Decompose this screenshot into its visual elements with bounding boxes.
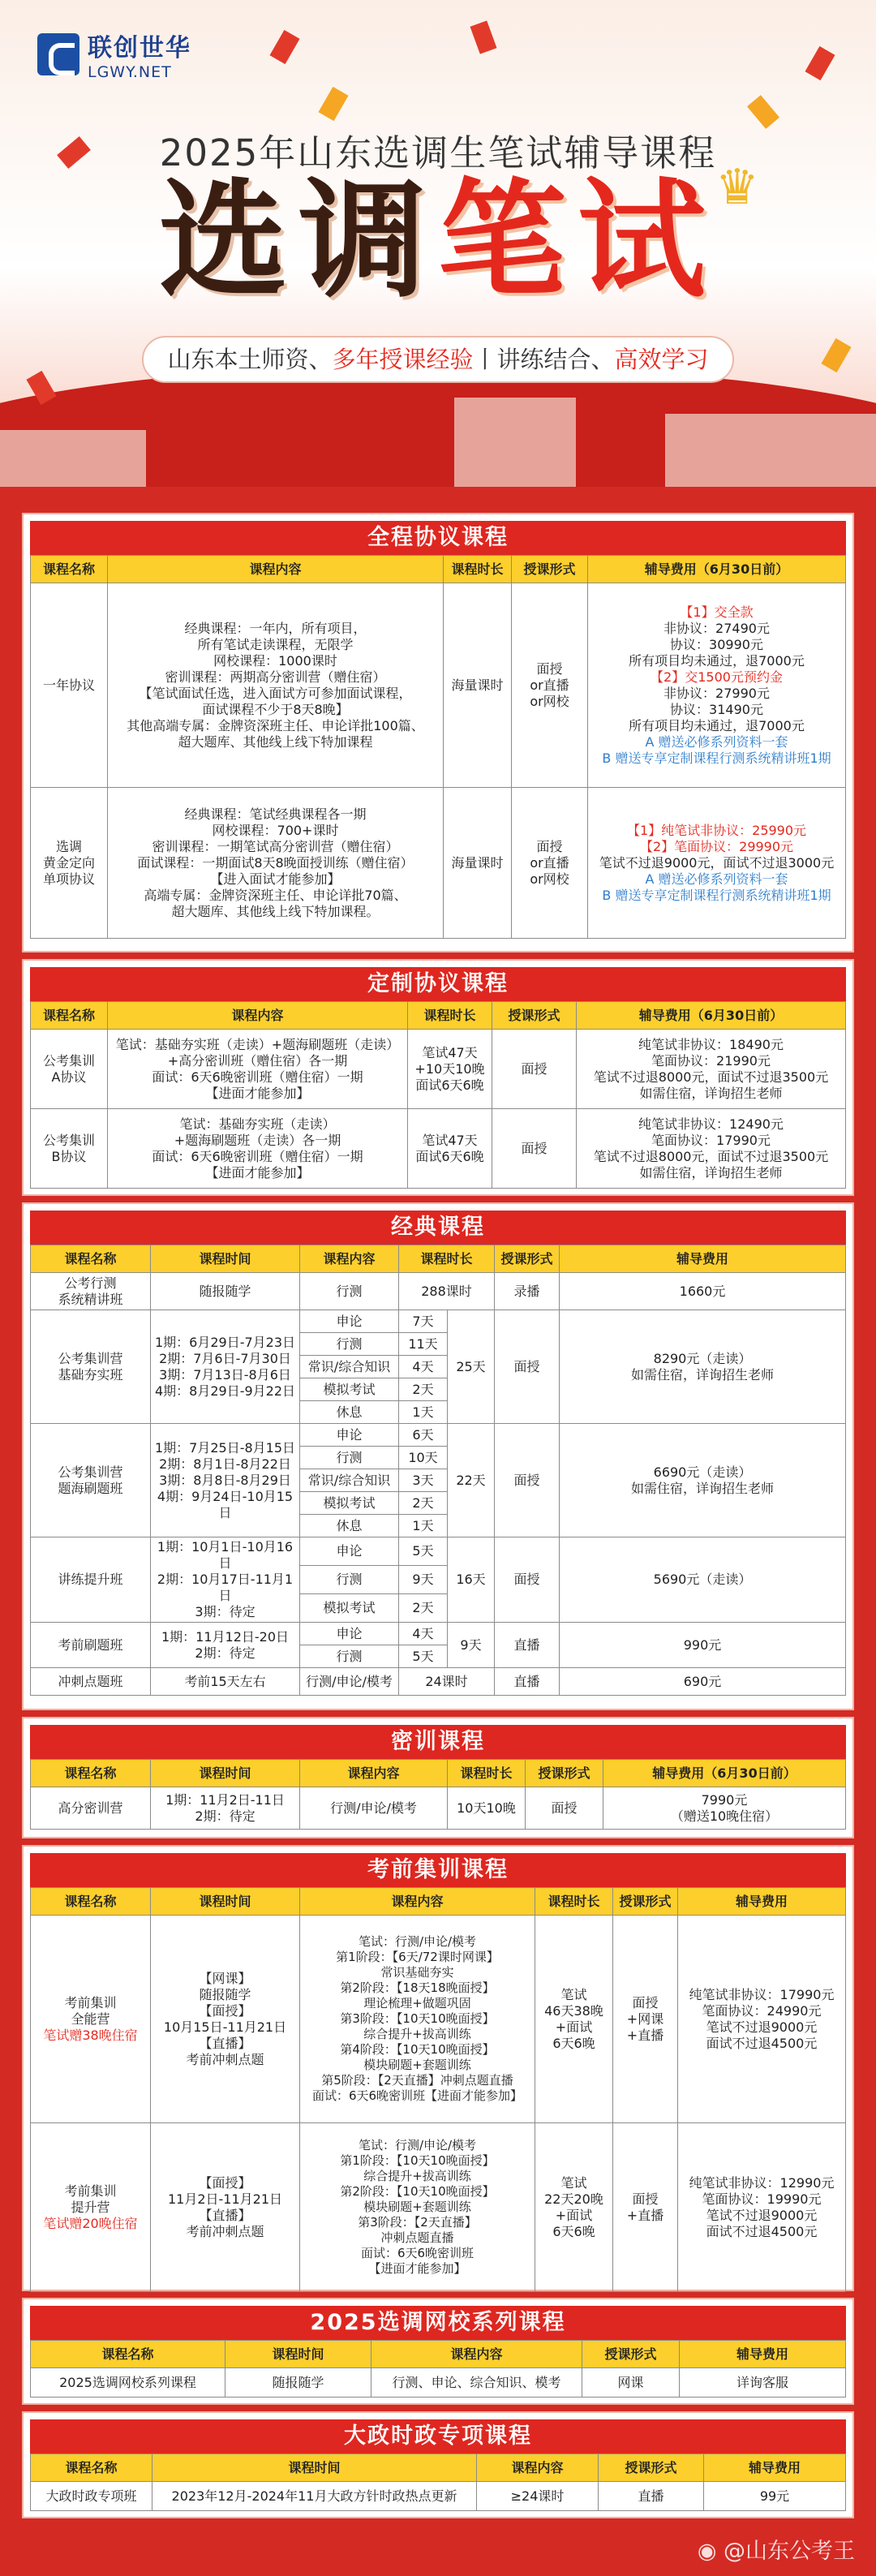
section-title: 定制协议课程 bbox=[30, 967, 846, 1001]
fee-line: B 赠送专享定制课程行测系统精讲班1期 bbox=[602, 750, 831, 766]
course-fee: 详询客服 bbox=[680, 2368, 846, 2398]
course-time: 2023年12月-2024年11月大政方针时政热点更新 bbox=[152, 2482, 477, 2511]
course-subject: 行测 bbox=[300, 1566, 399, 1594]
course-format: 面授 bbox=[495, 1424, 560, 1537]
content-line: 经典课程：一年内，所有项目， bbox=[184, 620, 367, 636]
column-header: 授课形式 bbox=[495, 1245, 560, 1273]
city-skyline bbox=[454, 398, 576, 487]
column-header: 课程名称 bbox=[31, 1760, 151, 1787]
section-title: 全程协议课程 bbox=[30, 521, 846, 555]
course-duration: 海量课时 bbox=[444, 583, 512, 788]
course-subject: 模拟考试 bbox=[300, 1594, 399, 1623]
course-fee: 6690元（走读） 如需住宿，详询招生老师 bbox=[560, 1424, 846, 1537]
course-table bbox=[30, 1887, 846, 2292]
column-header: 授课形式 bbox=[512, 556, 588, 583]
table-row bbox=[31, 1668, 846, 1696]
content-line: 其他高端专属：金牌资深班主任、申论详批100篇、 bbox=[127, 717, 424, 733]
table-header-row bbox=[31, 2454, 846, 2482]
course-name: 公考集训营 题海刷题班 bbox=[31, 1424, 151, 1537]
content-line: 密训课程：两期高分密训营（赠住宿） bbox=[165, 669, 386, 685]
subject-duration: 9天 bbox=[399, 1566, 448, 1594]
brand-name: 联创世华 bbox=[88, 34, 191, 62]
slogan-highlight: 多年授课经验 bbox=[332, 346, 474, 373]
column-header: 辅导费用（6月30日前） bbox=[603, 1760, 846, 1787]
course-time: 1期：7月25日-8月15日 2期：8月1日-8月22日 3期：8月8日-8月29日 4期：9月24日-10月15日 bbox=[151, 1424, 300, 1537]
course-name: 公考集训营 基础夯实班 bbox=[31, 1310, 151, 1424]
course-duration: 笔试47天 面试6天6晚 bbox=[408, 1109, 492, 1189]
column-header: 课程内容 bbox=[371, 2341, 582, 2368]
column-header: 授课形式 bbox=[599, 2454, 704, 2482]
course-format: 面授 +直播 bbox=[613, 2123, 678, 2292]
confetti-decoration bbox=[805, 46, 835, 80]
content-line: 网校课程：700+课时 bbox=[212, 822, 339, 838]
fee-line: 【1】纯笔试非协议：25990元 bbox=[626, 822, 807, 838]
course-subject: 申论 bbox=[300, 1310, 399, 1333]
course-format: 面授 bbox=[492, 1109, 577, 1189]
subject-duration: 1天 bbox=[399, 1401, 448, 1424]
fee-line: 非协议：27990元 bbox=[663, 685, 770, 701]
confetti-decoration bbox=[821, 338, 851, 372]
brand-logo bbox=[37, 28, 191, 81]
column-header: 课程时长 bbox=[535, 1888, 613, 1916]
column-header: 课程名称 bbox=[31, 1888, 151, 1916]
course-fee: 纯笔试非协议：12990元 笔面协议：19990元 笔试不过退9000元 面试不过退4500元 bbox=[678, 2123, 846, 2292]
slogan-banner bbox=[142, 336, 734, 383]
section-full-agreement bbox=[22, 513, 854, 953]
table-header-row bbox=[31, 1888, 846, 1916]
subject-duration: 6天 bbox=[399, 1424, 448, 1447]
column-header: 课程时间 bbox=[152, 2454, 477, 2482]
course-content: 行测/申论/模考 bbox=[300, 1787, 448, 1830]
course-name: 高分密训营 bbox=[31, 1787, 151, 1830]
column-header: 授课形式 bbox=[492, 1002, 577, 1030]
section-title: 经典课程 bbox=[30, 1211, 846, 1245]
course-duration: 海量课时 bbox=[444, 788, 512, 939]
fee-line: 非协议：27490元 bbox=[663, 620, 770, 636]
content-line: 面试课程：一期面试8天8晚面授训练（赠住宿） bbox=[137, 854, 414, 871]
course-content: ≥24课时 bbox=[477, 2482, 599, 2511]
course-duration: 9天 bbox=[448, 1623, 495, 1668]
table-header-row bbox=[31, 1002, 846, 1030]
course-duration: 22天 bbox=[448, 1424, 495, 1537]
fee-line: 协议：30990元 bbox=[670, 636, 763, 652]
course-group bbox=[31, 1310, 846, 1424]
subject-duration: 4天 bbox=[399, 1623, 448, 1645]
course-subject: 休息 bbox=[300, 1401, 399, 1424]
column-header: 课程时间 bbox=[151, 1888, 300, 1916]
content-line: 所有笔试走读课程，无限学 bbox=[197, 636, 354, 652]
column-header: 课程名称 bbox=[31, 556, 108, 583]
course-subject: 休息 bbox=[300, 1515, 399, 1537]
course-duration: 25天 bbox=[448, 1310, 495, 1424]
course-table bbox=[30, 1759, 846, 1830]
subject-duration: 11天 bbox=[399, 1333, 448, 1356]
section-politics-courses bbox=[22, 2411, 854, 2518]
course-subject: 模拟考试 bbox=[300, 1378, 399, 1401]
course-format: 网课 bbox=[582, 2368, 680, 2398]
course-duration: 10天10晚 bbox=[448, 1787, 526, 1830]
column-header: 课程内容 bbox=[477, 2454, 599, 2482]
section-pre-exam-training bbox=[22, 1845, 854, 2291]
course-name: 选调 黄金定向 单项协议 bbox=[31, 788, 108, 939]
course-content bbox=[108, 583, 444, 788]
course-table bbox=[30, 2453, 846, 2511]
table-row bbox=[31, 1273, 846, 1310]
crown-icon: ♛ bbox=[715, 159, 759, 216]
column-header: 课程内容 bbox=[300, 1760, 448, 1787]
table-row bbox=[31, 1424, 846, 1447]
subject-duration: 2天 bbox=[399, 1594, 448, 1623]
column-header: 课程时间 bbox=[225, 2341, 371, 2368]
course-format: 面授 bbox=[526, 1787, 603, 1830]
column-header: 课程时间 bbox=[151, 1760, 300, 1787]
content-line: 密训课程：一期笔试高分密训营（赠住宿） bbox=[152, 838, 399, 854]
course-name bbox=[31, 1916, 151, 2123]
course-content: 行测 bbox=[300, 1273, 399, 1310]
course-format: 直播 bbox=[599, 2482, 704, 2511]
course-format: 面授 or直播 or网校 bbox=[512, 583, 588, 788]
course-subject: 申论 bbox=[300, 1537, 399, 1566]
fee-line: B 赠送专享定制课程行测系统精讲班1期 bbox=[602, 887, 831, 903]
course-name: 冲刺点题班 bbox=[31, 1668, 151, 1696]
course-format: 面授 or直播 or网校 bbox=[512, 788, 588, 939]
header-banner bbox=[0, 0, 876, 487]
course-duration: 16天 bbox=[448, 1537, 495, 1623]
course-format: 直播 bbox=[495, 1623, 560, 1668]
course-time: 随报随学 bbox=[225, 2368, 371, 2398]
column-header: 课程名称 bbox=[31, 1245, 151, 1273]
course-name: 大政时政专项班 bbox=[31, 2482, 152, 2511]
course-duration: 笔试47天 +10天10晚 面试6天6晚 bbox=[408, 1030, 492, 1109]
subject-duration: 10天 bbox=[399, 1447, 448, 1469]
course-subject: 申论 bbox=[300, 1424, 399, 1447]
course-format: 面授 bbox=[495, 1537, 560, 1623]
course-subject: 申论 bbox=[300, 1623, 399, 1645]
table-header-row bbox=[31, 1760, 846, 1787]
subject-duration: 7天 bbox=[399, 1310, 448, 1333]
course-table bbox=[30, 1001, 846, 1189]
section-title: 大政时政专项课程 bbox=[30, 2419, 846, 2453]
course-time: 1期：11月12日-20日 2期：待定 bbox=[151, 1623, 300, 1668]
course-fee: 5690元（走读） bbox=[560, 1537, 846, 1623]
table-row bbox=[31, 583, 846, 788]
column-header: 课程时间 bbox=[151, 1245, 300, 1273]
course-time: 随报随学 bbox=[151, 1273, 300, 1310]
content-line: 网校课程：1000课时 bbox=[213, 652, 337, 669]
slogan-separator: 丨 bbox=[473, 346, 497, 373]
fee-line: 所有项目均未通过，退7000元 bbox=[629, 717, 805, 733]
table-row bbox=[31, 1787, 846, 1830]
slogan-highlight: 高效学习 bbox=[614, 346, 709, 373]
course-content: 笔试：基础夯实班（走读） +题海刷题班（走读）各一期 面试：6天6晚密训班（赠住宿）一期 【进面才能参加】 bbox=[108, 1109, 408, 1189]
course-subject: 常识/综合知识 bbox=[300, 1356, 399, 1378]
confetti-decoration bbox=[318, 87, 348, 121]
section-intensive-training bbox=[22, 1717, 854, 1838]
course-time: 考前15天左右 bbox=[151, 1668, 300, 1696]
slogan-text: 山东本土师资、 bbox=[167, 346, 333, 373]
subject-duration: 4天 bbox=[399, 1356, 448, 1378]
table-row bbox=[31, 2482, 846, 2511]
section-title: 密训课程 bbox=[30, 1725, 846, 1759]
brand-url: LGWY.NET bbox=[88, 63, 172, 81]
column-header: 课程名称 bbox=[31, 1002, 108, 1030]
course-subject: 行测 bbox=[300, 1645, 399, 1668]
fee-line: 【2】交1500元预约金 bbox=[651, 669, 783, 685]
course-fee: 7990元 （赠送10晚住宿） bbox=[603, 1787, 846, 1830]
course-content: 笔试：行测/申论/模考 第1阶段：【6天/72课时网课】 常识基础夯实 第2阶段：【18天18晚面授】 理论梳理+做题巩固 第3阶段：【10天10晚面授】 综合提升+拔高训练 第4阶段：【10天10晚面授】 模块刷题+套题训练 第5阶段：【2天直播】冲刺点题直播 面试：6天6晚密训班【进面才能参加】 bbox=[300, 1916, 535, 2123]
title-part-a: 选调 bbox=[159, 166, 438, 316]
course-name: 2025选调网校系列课程 bbox=[31, 2368, 225, 2398]
fee-line: 笔试不过退9000元，面试不过退3000元 bbox=[599, 854, 835, 871]
table-row bbox=[31, 1109, 846, 1189]
column-header: 授课形式 bbox=[526, 1760, 603, 1787]
page-subtitle: 2025年山东选调生笔试辅导课程 bbox=[159, 131, 717, 174]
content-line: 面试课程不少于8天8晚】 bbox=[202, 701, 349, 717]
course-name: 公考集训 B协议 bbox=[31, 1109, 108, 1189]
course-content bbox=[108, 788, 444, 939]
subject-duration: 5天 bbox=[399, 1645, 448, 1668]
table-header-row bbox=[31, 556, 846, 583]
table-row bbox=[31, 1916, 846, 2123]
section-classic-courses bbox=[22, 1202, 854, 1710]
city-skyline bbox=[665, 414, 876, 487]
column-header: 辅导费用 bbox=[704, 2454, 846, 2482]
table-row bbox=[31, 2123, 846, 2292]
table-row bbox=[31, 1310, 846, 1333]
content-line: 超大题库、其他线上线下特加课程。 bbox=[171, 903, 380, 919]
column-header: 课程内容 bbox=[108, 556, 444, 583]
fee-line: 【1】交全款 bbox=[680, 604, 754, 620]
course-fee: 1660元 bbox=[560, 1273, 846, 1310]
fee-line: 协议：31490元 bbox=[670, 701, 763, 717]
content-line: 【进入面试才能参加】 bbox=[210, 871, 341, 887]
slogan-text: 讲练结合、 bbox=[496, 346, 615, 373]
course-subject: 常识/综合知识 bbox=[300, 1469, 399, 1492]
course-table bbox=[30, 2340, 846, 2398]
confetti-decoration bbox=[470, 20, 497, 54]
course-format: 录播 bbox=[495, 1273, 560, 1310]
course-name: 讲练提升班 bbox=[31, 1537, 151, 1623]
column-header: 课程时长 bbox=[444, 556, 512, 583]
column-header: 课程时长 bbox=[448, 1760, 526, 1787]
section-title: 2025选调网校系列课程 bbox=[30, 2306, 846, 2340]
course-duration: 笔试 22天20晚 +面试 6天6晚 bbox=[535, 2123, 613, 2292]
course-duration: 288课时 bbox=[399, 1273, 495, 1310]
course-group bbox=[31, 1537, 846, 1623]
city-skyline bbox=[0, 430, 146, 487]
course-table bbox=[30, 555, 846, 939]
course-fee: 8290元（走读） 如需住宿，详询招生老师 bbox=[560, 1310, 846, 1424]
course-time: 【网课】 随报随学 【面授】 10月15日-11月21日 【直播】 考前冲刺点题 bbox=[151, 1916, 300, 2123]
section-online-courses bbox=[22, 2298, 854, 2405]
table-header-row bbox=[31, 1245, 846, 1273]
column-header: 课程内容 bbox=[300, 1245, 399, 1273]
course-subject: 行测 bbox=[300, 1333, 399, 1356]
table-row bbox=[31, 1623, 846, 1645]
course-name-highlight: 笔试赠20晚住宿 bbox=[43, 2215, 138, 2231]
table-header-row bbox=[31, 2341, 846, 2368]
course-table bbox=[30, 1245, 846, 1696]
column-header: 辅导费用 bbox=[680, 2341, 846, 2368]
table-row bbox=[31, 1030, 846, 1109]
course-name: 考前刷题班 bbox=[31, 1623, 151, 1668]
course-duration: 24课时 bbox=[399, 1668, 495, 1696]
course-content: 行测、申论、综合知识、模考 bbox=[371, 2368, 582, 2398]
course-name: 公考行测 系统精讲班 bbox=[31, 1273, 151, 1310]
course-fee: 990元 bbox=[560, 1623, 846, 1668]
column-header: 授课形式 bbox=[613, 1888, 678, 1916]
course-name-highlight: 笔试赠38晚住宿 bbox=[43, 2027, 138, 2043]
title-part-b: 笔试 bbox=[438, 166, 717, 316]
column-header: 辅导费用（6月30日前） bbox=[588, 556, 846, 583]
fee-line: A 赠送必修系列资料一套 bbox=[645, 871, 788, 887]
course-name: 一年协议 bbox=[31, 583, 108, 788]
course-group bbox=[31, 1424, 846, 1537]
course-format: 面授 bbox=[495, 1310, 560, 1424]
column-header: 课程时长 bbox=[408, 1002, 492, 1030]
course-name: 公考集训 A协议 bbox=[31, 1030, 108, 1109]
table-row bbox=[31, 2368, 846, 2398]
course-fee bbox=[588, 788, 846, 939]
course-name bbox=[31, 2123, 151, 2292]
course-subject: 行测 bbox=[300, 1447, 399, 1469]
course-fee: 纯笔试非协议：17990元 笔面协议：24990元 笔试不过退9000元 面试不过退4500元 bbox=[678, 1916, 846, 2123]
column-header: 辅导费用（6月30日前） bbox=[577, 1002, 846, 1030]
subject-duration: 2天 bbox=[399, 1492, 448, 1515]
lc-logo-icon bbox=[37, 33, 79, 75]
course-group bbox=[31, 1623, 846, 1668]
course-name-text: 考前集训 全能营 bbox=[64, 1994, 117, 2027]
course-time: 1期：10月1日-10月16日 2期：10月17日-11月1日 3期：待定 bbox=[151, 1537, 300, 1623]
column-header: 辅导费用 bbox=[560, 1245, 846, 1273]
fee-line: 所有项目均未通过，退7000元 bbox=[629, 652, 805, 669]
course-time: 1期：6月29日-7月23日 2期：7月6日-7月30日 3期：7月13日-8月6日 4期：8月29日-9月22日 bbox=[151, 1310, 300, 1424]
section-title: 考前集训课程 bbox=[30, 1853, 846, 1887]
course-fee: 纯笔试非协议：18490元 笔面协议：21990元 笔试不过退8000元，面试不过退3500元 如需住宿，详询招生老师 bbox=[577, 1030, 846, 1109]
weibo-icon: ◉ bbox=[697, 2539, 717, 2564]
course-format: 面授 +网课 +直播 bbox=[613, 1916, 678, 2123]
fee-line: 【2】笔面协议：29990元 bbox=[639, 838, 794, 854]
course-time: 1期：11月2日-11日 2期：待定 bbox=[151, 1787, 300, 1830]
column-header: 课程名称 bbox=[31, 2454, 152, 2482]
section-custom-agreement bbox=[22, 959, 854, 1196]
course-content: 笔试：基础夯实班（走读）+题海刷题班（走读） +高分密训班（赠住宿）各一期 面试：6天6晚密训班（赠住宿）一期 【进面才能参加】 bbox=[108, 1030, 408, 1109]
content-line: 高端专属：金牌资深班主任、申论详批70篇、 bbox=[144, 887, 407, 903]
content-line: 经典课程：笔试经典课程各一期 bbox=[184, 806, 367, 822]
confetti-decoration bbox=[269, 30, 299, 64]
column-header: 课程名称 bbox=[31, 2341, 225, 2368]
table-row bbox=[31, 1537, 846, 1566]
course-format: 面授 bbox=[492, 1030, 577, 1109]
course-subject: 模拟考试 bbox=[300, 1492, 399, 1515]
course-duration: 笔试 46天38晚 +面试 6天6晚 bbox=[535, 1916, 613, 2123]
column-header: 课程内容 bbox=[300, 1888, 535, 1916]
subject-duration: 3天 bbox=[399, 1469, 448, 1492]
column-header: 课程时长 bbox=[399, 1245, 495, 1273]
column-header: 课程内容 bbox=[108, 1002, 408, 1030]
course-name-text: 考前集训 提升营 bbox=[64, 2183, 117, 2215]
subject-duration: 1天 bbox=[399, 1515, 448, 1537]
course-fee bbox=[588, 583, 846, 788]
course-fee: 纯笔试非协议：12490元 笔面协议：17990元 笔试不过退8000元，面试不过退3500元 如需住宿，详询招生老师 bbox=[577, 1109, 846, 1189]
fee-line: A 赠送必修系列资料一套 bbox=[645, 733, 788, 750]
course-content: 笔试：行测/申论/模考 第1阶段：【10天10晚面授】 综合提升+拔高训练 第2阶段：【10天10晚面授】 模块刷题+套题训练 第3阶段：【2天直播】 冲刺点题直播 面试：6天6晚密训班 【进面才能参加】 bbox=[300, 2123, 535, 2292]
course-fee: 99元 bbox=[704, 2482, 846, 2511]
content-line: 【笔试面试任选，进入面试方可参加面试课程， bbox=[139, 685, 412, 701]
course-format: 直播 bbox=[495, 1668, 560, 1696]
subject-duration: 5天 bbox=[399, 1537, 448, 1566]
course-time: 【面授】 11月2日-11月21日 【直播】 考前冲刺点题 bbox=[151, 2123, 300, 2292]
watermark-text: @山东公考王 bbox=[724, 2539, 855, 2564]
course-content: 行测/申论/模考 bbox=[300, 1668, 399, 1696]
course-fee: 690元 bbox=[560, 1668, 846, 1696]
column-header: 授课形式 bbox=[582, 2341, 680, 2368]
watermark bbox=[698, 2533, 855, 2565]
content-line: 超大题库、其他线上线下特加课程 bbox=[178, 733, 373, 750]
column-header: 辅导费用 bbox=[678, 1888, 846, 1916]
table-row bbox=[31, 788, 846, 939]
subject-duration: 2天 bbox=[399, 1378, 448, 1401]
